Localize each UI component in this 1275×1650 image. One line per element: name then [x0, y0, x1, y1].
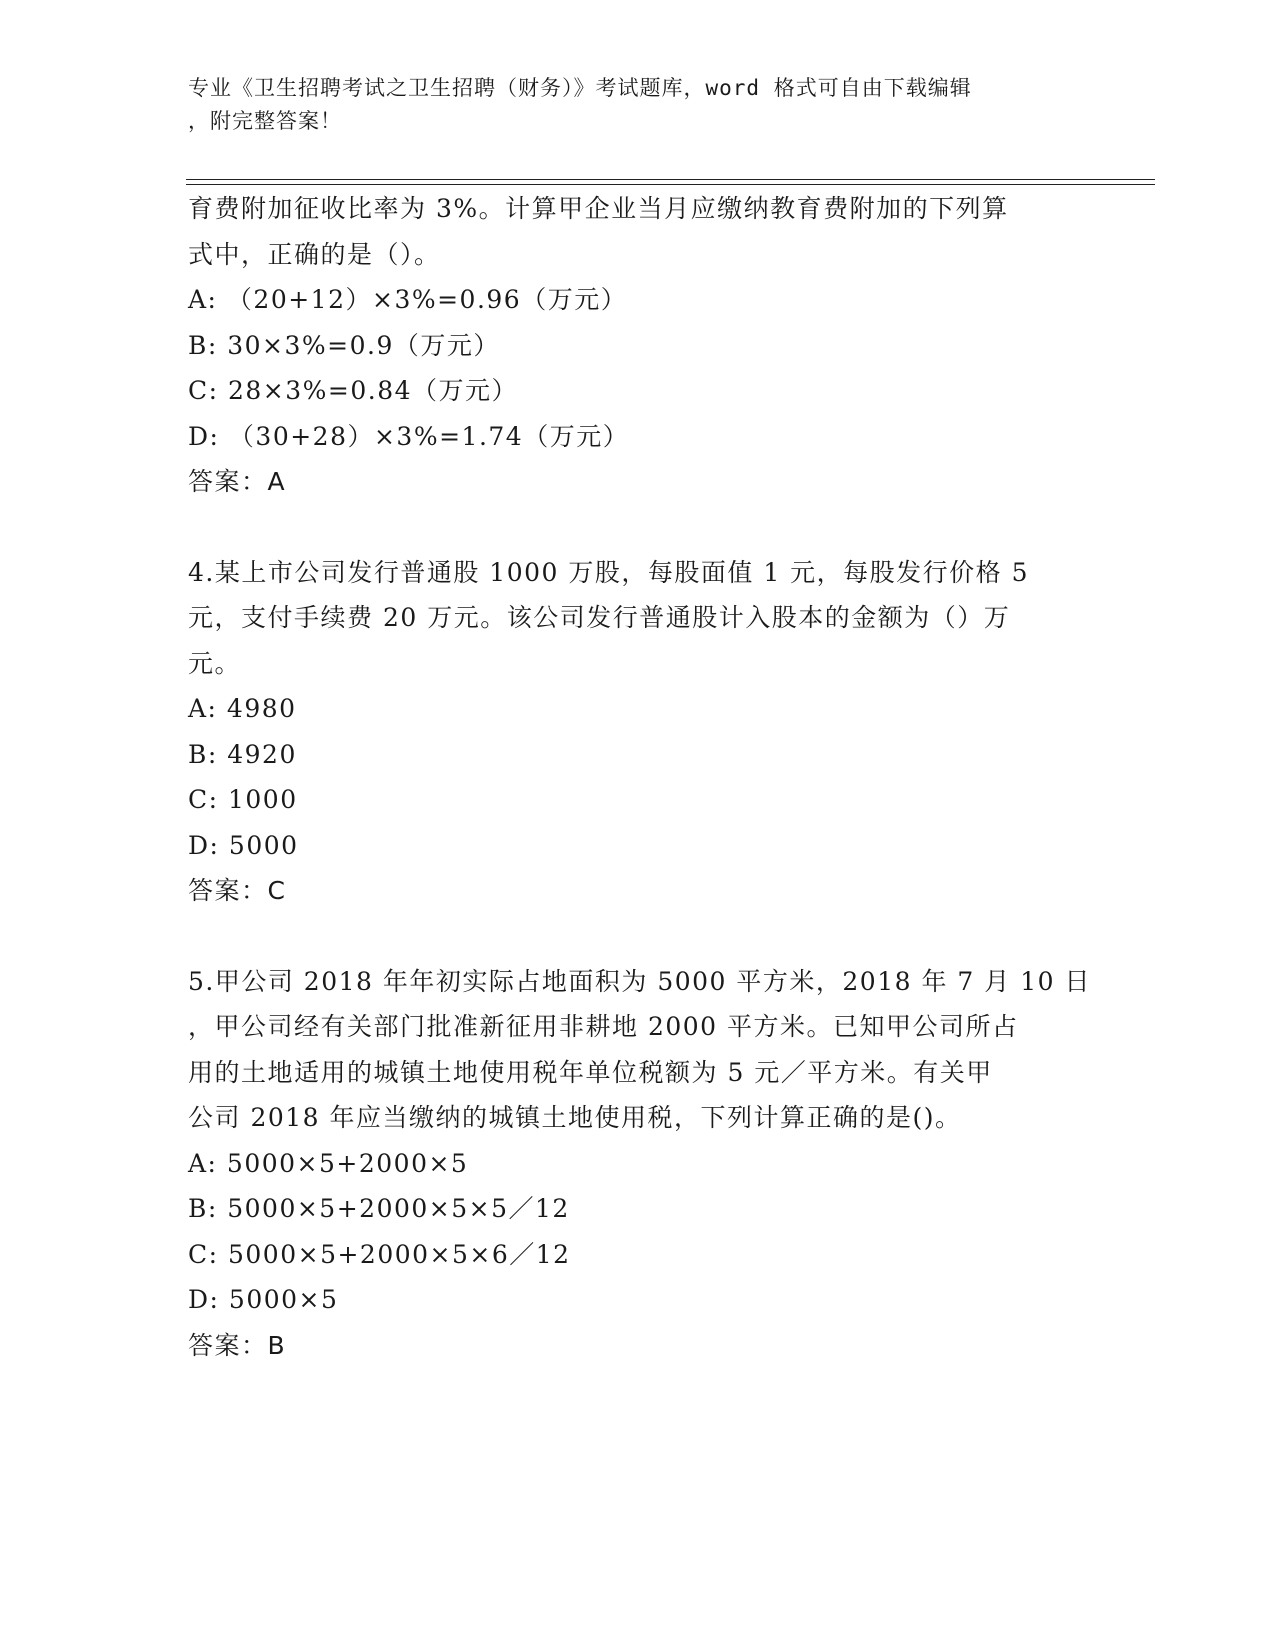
question-4-line-3: 元。	[188, 648, 242, 678]
question-4-option-c: C: 1000	[188, 785, 298, 814]
question-gap	[188, 505, 1088, 550]
question-5-answer: 答案：B	[188, 1330, 287, 1360]
question-3-line-1: 育费附加征收比率为 3%。计算甲企业当月应缴纳教育费附加的下列算	[188, 194, 1009, 223]
question-5	[188, 959, 1091, 1369]
question-4-option-d: D: 5000	[188, 830, 299, 860]
header-line-2: ，附完整答案！	[188, 109, 342, 133]
question-4-option-b: B: 4920	[188, 739, 297, 769]
question-3	[188, 186, 1088, 505]
question-4-answer: 答案：C	[188, 876, 287, 905]
question-3-option-d: D: （30+28）×3%=1.74（万元）	[188, 421, 630, 451]
question-content	[188, 186, 1091, 1368]
question-4-line-2: 元，支付手续费 20 万元。该公司发行普通股计入股本的金额为（）万	[188, 603, 1011, 632]
question-5-line-3: 用的土地适用的城镇土地使用税年单位税额为 5 元／平方米。有关甲	[188, 1057, 993, 1087]
question-3-option-a: A: （20+12）×3%=0.96（万元）	[188, 285, 628, 314]
question-5-line-4: 公司 2018 年应当缴纳的城镇土地使用税，下列计算正确的是()。	[188, 1103, 962, 1132]
question-3-option-c: C: 28×3%=0.84（万元）	[188, 376, 519, 405]
question-4	[188, 550, 1088, 914]
document-header	[188, 72, 1088, 138]
question-3-line-2: 式中，正确的是（）。	[188, 239, 441, 269]
question-4-option-a: A: 4980	[188, 694, 297, 723]
question-gap	[188, 914, 1088, 959]
question-3-option-b: B: 30×3%=0.9（万元）	[188, 330, 500, 360]
question-5-line-2: ，甲公司经有关部门批准新征用非耕地 2000 平方米。已知甲公司所占	[188, 1012, 1019, 1041]
header-line-1: 专业《卫生招聘考试之卫生招聘（财务）》考试题库，word 格式可自由下载编辑	[188, 76, 972, 100]
question-5-option-c: C: 5000×5+2000×5×6／12	[188, 1239, 571, 1269]
question-5-line-1: 5.甲公司 2018 年年初实际占地面积为 5000 平方米，2018 年 7 月 10 日	[188, 966, 1091, 996]
question-5-option-a: A: 5000×5+2000×5	[188, 1148, 469, 1178]
question-4-line-1: 4.某上市公司发行普通股 1000 万股，每股面值 1 元，每股发行价格 5	[188, 557, 1030, 587]
question-5-option-d: D: 5000×5	[188, 1285, 339, 1314]
header-double-rule	[186, 179, 1155, 185]
question-3-answer: 答案：A	[188, 467, 287, 496]
question-5-option-b: B: 5000×5+2000×5×5／12	[188, 1194, 570, 1223]
